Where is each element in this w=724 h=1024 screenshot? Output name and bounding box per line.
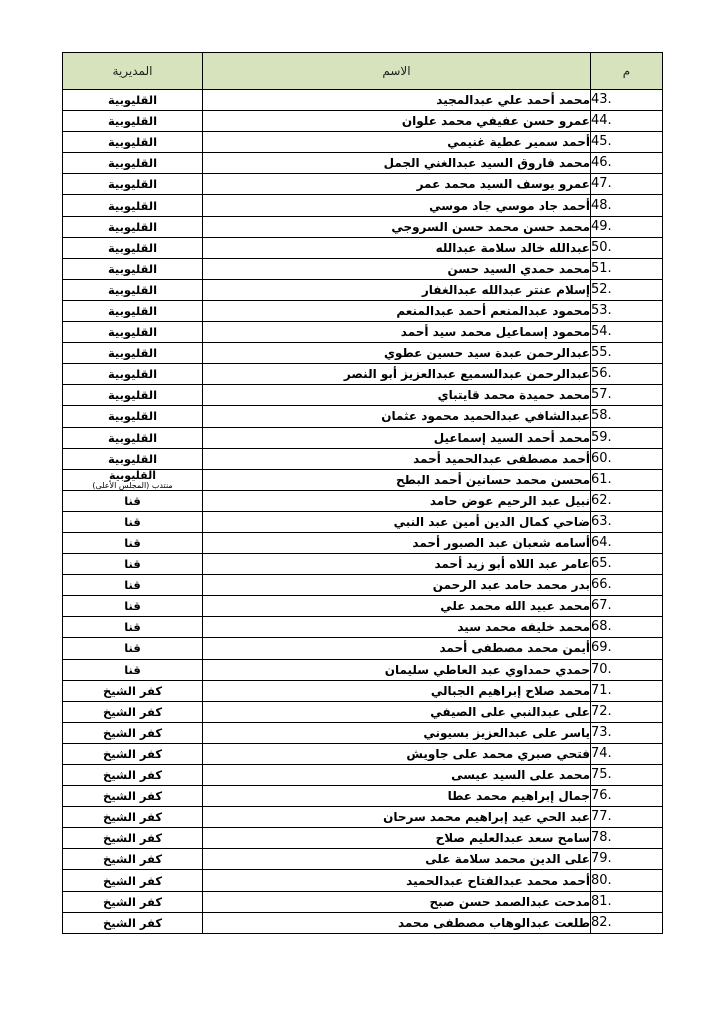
row-number-text: 74.: [591, 745, 612, 761]
row-number-text: 68.: [591, 619, 612, 635]
table-row: [63, 427, 663, 448]
table-row: [63, 300, 663, 321]
row-number-text: 69.: [591, 640, 612, 656]
row-number: [591, 300, 663, 321]
table-row: [63, 237, 663, 258]
table-row: [63, 406, 663, 427]
row-directorate: كفر الشيخ: [63, 701, 203, 722]
row-directorate: كفر الشيخ: [63, 765, 203, 786]
row-name: نبيل عبد الرحيم عوض حامد: [203, 490, 591, 511]
row-number: [591, 322, 663, 343]
row-directorate: قنا: [63, 617, 203, 638]
row-number: [591, 912, 663, 933]
row-name: عبدالرحمن عبدالسميع عبدالعزيز أبو النصر: [203, 364, 591, 385]
row-name: عامر عبد اللاه أبو زيد أحمد: [203, 554, 591, 575]
row-number-text: 54.: [591, 324, 612, 340]
row-directorate: كفر الشيخ: [63, 680, 203, 701]
row-directorate: كفر الشيخ: [63, 807, 203, 828]
row-number: [591, 891, 663, 912]
row-number: [591, 701, 663, 722]
table-row: [63, 216, 663, 237]
table-row: [63, 912, 663, 933]
table-row: [63, 891, 663, 912]
directorate-label: القليوبية: [109, 469, 156, 482]
row-directorate: القليوبية: [63, 153, 203, 174]
row-name: أحمد محمد عبدالفتاح عبدالحميد: [203, 870, 591, 891]
row-number: [591, 828, 663, 849]
header-directorate: المديرية: [63, 53, 203, 90]
row-number: [591, 237, 663, 258]
row-name: محمد أحمد علي عبدالمجيد: [203, 90, 591, 111]
roster-table: [62, 52, 663, 934]
row-directorate: كفر الشيخ: [63, 912, 203, 933]
row-name: محمد خليفه محمد سيد: [203, 617, 591, 638]
row-directorate: القليوبية: [63, 279, 203, 300]
row-number-text: 76.: [591, 788, 612, 804]
table-body: [63, 90, 663, 934]
row-number-text: 72.: [591, 703, 612, 719]
row-name: محمد صلاح إبراهيم الجبالي: [203, 680, 591, 701]
table-row: [63, 279, 663, 300]
row-directorate: قنا: [63, 596, 203, 617]
row-number-text: 70.: [591, 661, 612, 677]
row-number-text: 47.: [591, 176, 612, 192]
row-name: عبدالرحمن عبدة سيد حسين عطوي: [203, 343, 591, 364]
table-row: [63, 132, 663, 153]
row-name: محمود إسماعيل محمد سيد أحمد: [203, 322, 591, 343]
row-directorate: قنا: [63, 532, 203, 553]
row-number: [591, 385, 663, 406]
row-number-text: 64.: [591, 535, 612, 551]
directorate-note: منتدب (المجلس الأعلى): [92, 480, 173, 490]
row-directorate: قنا: [63, 659, 203, 680]
row-number-text: 63.: [591, 513, 612, 529]
row-directorate: كفر الشيخ: [63, 786, 203, 807]
row-directorate: القليوبية: [63, 364, 203, 385]
table-row: [63, 469, 663, 490]
row-number-text: 73.: [591, 724, 612, 740]
row-number: [591, 849, 663, 870]
row-directorate: القليوبية: [63, 111, 203, 132]
table-row: [63, 532, 663, 553]
row-directorate: القليوبية: [63, 300, 203, 321]
row-name: جمال إبراهيم محمد عطا: [203, 786, 591, 807]
row-directorate: القليوبية: [63, 216, 203, 237]
table-header: [63, 53, 663, 90]
row-number-text: 82.: [591, 914, 612, 930]
row-number-text: 66.: [591, 577, 612, 593]
table-row: [63, 659, 663, 680]
row-number-text: 53.: [591, 302, 612, 318]
row-number: [591, 448, 663, 469]
row-number: [591, 617, 663, 638]
row-directorate: كفر الشيخ: [63, 722, 203, 743]
row-number: [591, 680, 663, 701]
table-row: [63, 90, 663, 111]
row-name: محسن محمد حسانين أحمد البطح: [203, 469, 591, 490]
row-number-text: 52.: [591, 281, 612, 297]
table-row: [63, 828, 663, 849]
row-number-text: 75.: [591, 767, 612, 783]
row-number: [591, 153, 663, 174]
row-name: على عبدالنبي على الصيفي: [203, 701, 591, 722]
row-name: أيمن محمد مصطفى أحمد: [203, 638, 591, 659]
row-directorate: القليوبية: [63, 385, 203, 406]
table-row: [63, 364, 663, 385]
row-name: محمد أحمد السيد إسماعيل: [203, 427, 591, 448]
table-row: [63, 448, 663, 469]
row-number: [591, 469, 663, 490]
row-directorate: القليوبية: [63, 237, 203, 258]
table-row: [63, 385, 663, 406]
table-row: [63, 870, 663, 891]
table-row: [63, 743, 663, 764]
table-row: [63, 195, 663, 216]
row-name: عمرو يوسف السيد محمد عمر: [203, 174, 591, 195]
row-number-text: 67.: [591, 598, 612, 614]
row-number-text: 50.: [591, 239, 612, 255]
row-number: [591, 111, 663, 132]
row-name: عبدالشافي عبدالحميد محمود عثمان: [203, 406, 591, 427]
table-row: [63, 554, 663, 575]
row-name: على الدين محمد سلامة على: [203, 849, 591, 870]
row-name: فتحي صبري محمد على جاويش: [203, 743, 591, 764]
row-number-text: 56.: [591, 366, 612, 382]
row-directorate: القليوبية: [63, 406, 203, 427]
table-row: [63, 490, 663, 511]
row-name: أحمد سمير عطية غنيمي: [203, 132, 591, 153]
row-number-text: 59.: [591, 429, 612, 445]
row-name: أحمد مصطفى عبدالحميد أحمد: [203, 448, 591, 469]
row-directorate: القليوبية: [63, 448, 203, 469]
row-number-text: 60.: [591, 450, 612, 466]
row-number-text: 65.: [591, 556, 612, 572]
row-number-text: 51.: [591, 260, 612, 276]
row-name: أحمد جاد موسي جاد موسي: [203, 195, 591, 216]
row-number-text: 43.: [591, 92, 612, 108]
table-row: [63, 807, 663, 828]
table-row: [63, 617, 663, 638]
row-number: [591, 195, 663, 216]
row-name: عبدالله خالد سلامة عبدالله: [203, 237, 591, 258]
table-row: [63, 786, 663, 807]
row-number: [591, 532, 663, 553]
row-number: [591, 174, 663, 195]
row-directorate: قنا: [63, 554, 203, 575]
table-row: [63, 322, 663, 343]
row-name: بدر محمد حامد عبد الرحمن: [203, 575, 591, 596]
row-name: سامح سعد عبدالعليم صلاح: [203, 828, 591, 849]
row-number: [591, 90, 663, 111]
row-directorate: كفر الشيخ: [63, 849, 203, 870]
row-directorate: كفر الشيخ: [63, 828, 203, 849]
row-name: محمود عبدالمنعم أحمد عبدالمنعم: [203, 300, 591, 321]
row-name: مدحت عبدالصمد حسن صبح: [203, 891, 591, 912]
row-number-text: 49.: [591, 218, 612, 234]
row-name: محمد حمدي السيد حسن: [203, 258, 591, 279]
row-name: محمد فاروق السيد عبدالغني الجمل: [203, 153, 591, 174]
row-name: عمرو حسن عفيفي محمد علوان: [203, 111, 591, 132]
table-row: [63, 174, 663, 195]
row-name: أسامه شعبان عبد الصبور أحمد: [203, 532, 591, 553]
row-number: [591, 807, 663, 828]
row-name: محمد حسن محمد حسن السروجي: [203, 216, 591, 237]
row-directorate: كفر الشيخ: [63, 891, 203, 912]
row-number: [591, 490, 663, 511]
row-number-text: 61.: [591, 471, 612, 487]
row-directorate: كفر الشيخ: [63, 743, 203, 764]
row-number: [591, 427, 663, 448]
row-directorate: القليوبية: [63, 90, 203, 111]
row-name: ضاحي كمال الدين أمين عبد النبي: [203, 511, 591, 532]
header-name: الاسم: [203, 53, 591, 90]
row-number-text: 46.: [591, 155, 612, 171]
row-name: ياسر على عبدالعزيز بسيوني: [203, 722, 591, 743]
row-number: [591, 406, 663, 427]
row-name: محمد على السيد عيسى: [203, 765, 591, 786]
row-directorate: قنا: [63, 638, 203, 659]
row-number-text: 48.: [591, 197, 612, 213]
table-row: [63, 153, 663, 174]
table-row: [63, 258, 663, 279]
row-directorate: كفر الشيخ: [63, 870, 203, 891]
row-number: [591, 511, 663, 532]
row-name: محمد عبيد الله محمد علي: [203, 596, 591, 617]
row-directorate: القليوبية: [63, 132, 203, 153]
row-number: [591, 554, 663, 575]
row-directorate: القليوبية: [63, 195, 203, 216]
row-number: [591, 575, 663, 596]
table-row: [63, 701, 663, 722]
row-name: إسلام عنتر عبدالله عبدالغفار: [203, 279, 591, 300]
row-number: [591, 659, 663, 680]
row-number: [591, 132, 663, 153]
row-number-text: 79.: [591, 851, 612, 867]
row-number: [591, 279, 663, 300]
row-number-text: 81.: [591, 893, 612, 909]
row-number-text: 71.: [591, 682, 612, 698]
row-number-text: 78.: [591, 830, 612, 846]
row-name: طلعت عبدالوهاب مصطفى محمد: [203, 912, 591, 933]
row-name: محمد حميدة محمد قايتباي: [203, 385, 591, 406]
table-row: [63, 849, 663, 870]
row-number-text: 57.: [591, 387, 612, 403]
row-number: [591, 870, 663, 891]
table-row: [63, 680, 663, 701]
row-directorate: قنا: [63, 511, 203, 532]
table-row: [63, 765, 663, 786]
row-directorate: [63, 469, 203, 490]
table-row: [63, 722, 663, 743]
row-number-text: 80.: [591, 872, 612, 888]
row-directorate: القليوبية: [63, 427, 203, 448]
row-directorate: القليوبية: [63, 322, 203, 343]
row-number: [591, 258, 663, 279]
row-number-text: 77.: [591, 809, 612, 825]
row-number-text: 58.: [591, 408, 612, 424]
row-directorate: القليوبية: [63, 174, 203, 195]
row-directorate: قنا: [63, 575, 203, 596]
row-directorate: قنا: [63, 490, 203, 511]
row-number: [591, 743, 663, 764]
table-row: [63, 596, 663, 617]
row-number: [591, 596, 663, 617]
row-number: [591, 765, 663, 786]
row-number-text: 55.: [591, 345, 612, 361]
table-row: [63, 575, 663, 596]
row-number: [591, 638, 663, 659]
row-number: [591, 722, 663, 743]
row-name: حمدي حمداوي عبد العاطي سليمان: [203, 659, 591, 680]
row-directorate: القليوبية: [63, 258, 203, 279]
row-name: عبد الحي عيد إبراهيم محمد سرحان: [203, 807, 591, 828]
row-number: [591, 364, 663, 385]
row-number: [591, 343, 663, 364]
row-number-text: 45.: [591, 134, 612, 150]
table-row: [63, 111, 663, 132]
row-number-text: 44.: [591, 113, 612, 129]
row-number: [591, 786, 663, 807]
header-number: م: [591, 53, 663, 90]
header-row: [63, 53, 663, 90]
table-row: [63, 511, 663, 532]
table-row: [63, 638, 663, 659]
row-number-text: 62.: [591, 492, 612, 508]
row-number: [591, 216, 663, 237]
row-directorate: القليوبية: [63, 343, 203, 364]
table-row: [63, 343, 663, 364]
